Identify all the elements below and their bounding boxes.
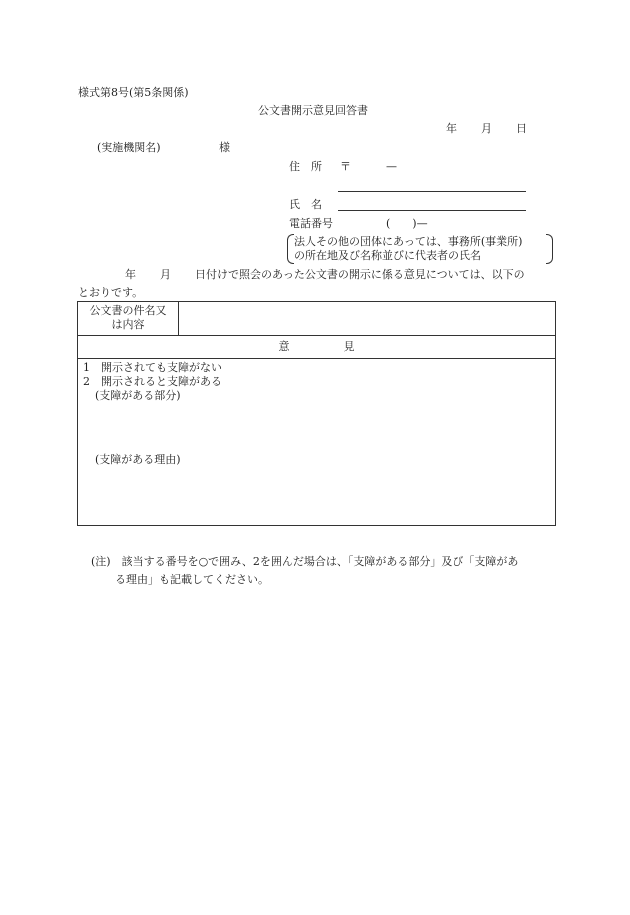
body-line1: 日付けで照会のあった公文書の開示に係る意見については、以下の	[195, 268, 525, 281]
date-year: 年	[446, 122, 457, 135]
name-underline	[338, 210, 526, 211]
opinion-header-1: 意	[278, 340, 290, 353]
date-day: 日	[516, 122, 527, 135]
opinion-header-2: 見	[343, 340, 355, 353]
corp-note-bracket-right	[546, 234, 553, 264]
body-line2: とおりです。	[78, 286, 144, 299]
date-month: 月	[481, 122, 492, 135]
corp-note-line2: の所在地及び名称並びに代表者の氏名	[294, 249, 481, 262]
subject-field[interactable]	[179, 302, 556, 336]
addressee-honorific: 様	[219, 141, 230, 154]
option-impediment[interactable]: 2 開示されると支障がある	[83, 375, 222, 388]
impediment-reason-label: (支障がある理由)	[95, 453, 181, 466]
body-month: 月	[160, 268, 171, 281]
postal-dash: —	[386, 160, 397, 173]
impediment-part-label: (支障がある部分)	[95, 389, 181, 402]
note-line2: る理由」も記載してください。	[115, 573, 269, 586]
body-year: 年	[125, 268, 136, 281]
opinion-table	[77, 301, 556, 526]
opinion-header	[78, 336, 556, 359]
phone-format: ( )—	[386, 217, 428, 230]
postal-mark: 〒	[340, 160, 351, 173]
subject-label	[78, 302, 179, 336]
name-label: 氏 名	[289, 198, 322, 211]
form-number: 様式第8号(第5条関係)	[78, 86, 189, 99]
option-no-impediment[interactable]: 1 開示されても支障がない	[83, 361, 222, 374]
page-title: 公文書開示意見回答書	[258, 104, 368, 117]
corp-note-line1: 法人その他の団体にあっては、事務所(事業所)	[294, 235, 523, 248]
corp-note-bracket-left	[287, 234, 294, 264]
addressee-agency: (実施機関名)	[97, 141, 161, 154]
subject-label-line2: は内容	[111, 318, 145, 331]
phone-label: 電話番号	[289, 217, 333, 230]
opinion-body[interactable]	[78, 359, 556, 526]
note-line1: (注) 該当する番号を○で囲み、2を囲んだ場合は、「支障がある部分」及び「支障があ	[91, 555, 519, 568]
subject-label-line1: 公文書の件名又	[89, 304, 167, 317]
address-underline	[338, 191, 526, 192]
address-label: 住 所	[289, 160, 322, 173]
